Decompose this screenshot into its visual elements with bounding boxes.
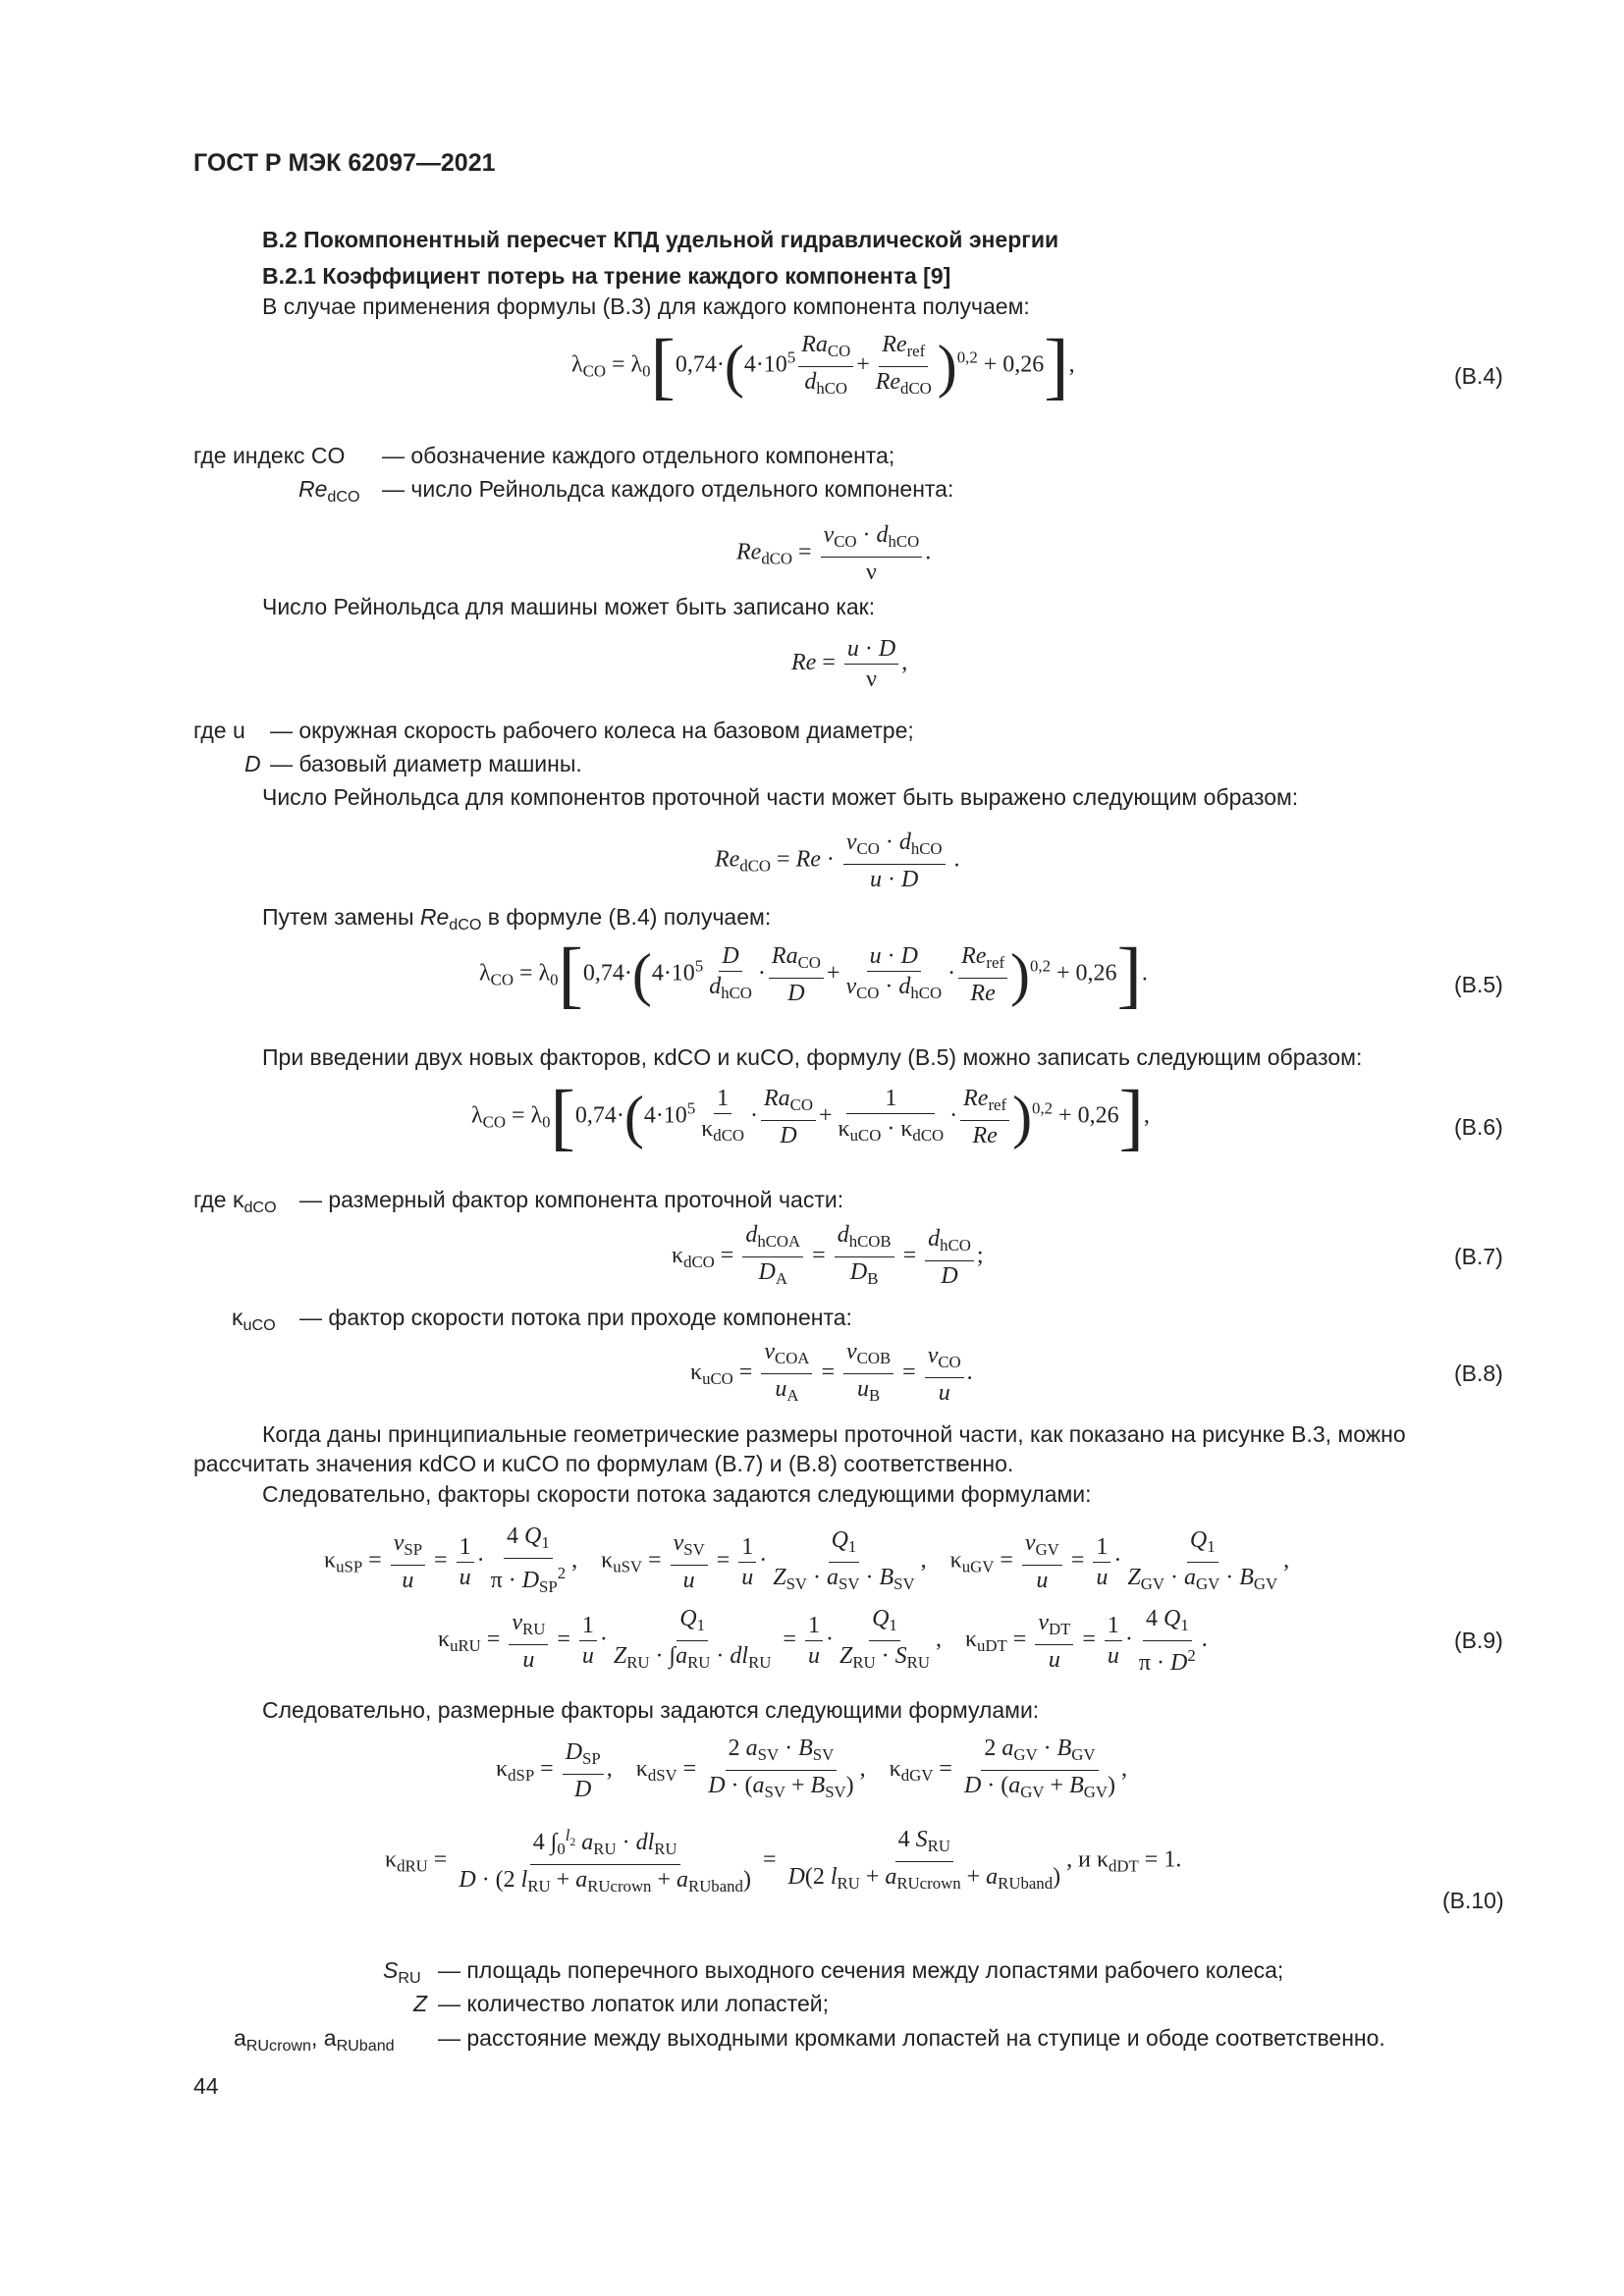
where-u-text: — окружная скорость рабочего колеса на базовом диаметре; bbox=[270, 718, 914, 743]
where-co-text: — обозначение каждого отдельного компонента; bbox=[382, 443, 895, 468]
formula-b10-line-1: $\kappa_{dSP}$ = $\frac{D_{SP}}{D}$ , $\kappa_{dSV}$ = $\frac{2 a_{SV} \cdot B_{SV}}{D \cdot (a_{SV} + B_{SV})}$ , $\kappa_{dGV}$ = $\frac{2 a_{GV} \cdot B_{GV}}{D \cdot (a_{GV} + B_{GV})}$ , bbox=[496, 1735, 1127, 1802]
formula-re-dco-machine: $Re_{dCO} = Re$ · $\frac{v_{CO} \cdot d_{hCO}}{u \cdot D}$ . bbox=[715, 829, 960, 892]
equation-number-b8: (В.8) bbox=[1454, 1361, 1503, 1386]
formula-b4: $\lambda_{CO} = \lambda_0[0,74\cdot(4\cdot 10^5$ $\frac{Ra_{CO}}{d_{hCO}}$ + $\frac{Re_{ref}}{Re_{dCO}}$ )$^{0,2}$ + 0,26], bbox=[571, 325, 1075, 407]
equation-number-b4: (В.4) bbox=[1454, 363, 1503, 389]
re-components-paragraph: Число Рейнольдса для компонентов проточной части может быть выражено следующим образом: bbox=[262, 784, 1299, 810]
formula-re: Re = $\frac{u \cdot D}{\nu}$ , bbox=[791, 636, 908, 692]
section-heading-b21: B.2.1 Коэффициент потерь на трение каждого компонента [9] bbox=[262, 263, 951, 289]
where-d-text: — базовый диаметр машины. bbox=[270, 751, 582, 776]
equation-number-b9: (В.9) bbox=[1454, 1628, 1503, 1653]
where-d-label: D bbox=[244, 751, 261, 776]
formula-b5: $\lambda_{CO} = \lambda_0[0,74\cdot(4\cdot 10^5$ $\frac{D}{d_{hCO}}$ · $\frac{Ra_{CO}}{D}$ + $\frac{u \cdot D}{v_{CO} \cdot d_{hCO}}$ · $\frac{Re_{ref}}{Re}$ )$^{0,2}$ + 0,26]. bbox=[479, 934, 1148, 1016]
size-factors-paragraph: Следовательно, размерные факторы задаются следующими формулами: bbox=[262, 1697, 1040, 1723]
formula-re-dco: $Re_{dCO}$ = $\frac{v_{CO} \cdot d_{hCO}}{\nu}$ . bbox=[736, 522, 932, 585]
replace-paragraph: Путем замены $Re_{dCO}$ в формуле (В.4) получаем: bbox=[262, 904, 772, 934]
equation-number-b7: (В.7) bbox=[1454, 1244, 1503, 1269]
page-number: 44 bbox=[193, 2073, 219, 2099]
legend-sru-symbol: $S_{RU}$ bbox=[383, 1957, 421, 1987]
formula-b10-line-2: $\kappa_{dRU}$ = $\frac{4 \int_0^{l_2} a_{RU} \cdot dl_{RU}}{D \cdot (2 l_{RU} + a_{RUcrown} + a_{RUband})}$ = $\frac{4 S_{RU}}{D(2 l_{RU} + a_{RUcrown} + a_{RUband})}$ , и $\kappa_{dDT} = 1$. bbox=[385, 1821, 1181, 1901]
formula-b7: $\kappa_{dCO}$ = $\frac{d_{hCOA}}{D_A}$ = $\frac{d_{hCOB}}{D_B}$ = $\frac{d_{hCO}}{D}$ ; bbox=[672, 1222, 984, 1289]
where-re-symbol: $Re_{dCO}$ bbox=[298, 476, 360, 506]
equation-number-b6: (В.6) bbox=[1454, 1114, 1503, 1140]
where-ku-label: $\kappa_{uCO}$ bbox=[232, 1305, 276, 1334]
equation-number-b10: (В.10) bbox=[1442, 1888, 1504, 1913]
given-dims-line-1: Когда даны принципиальные геометрические размеры проточной части, как показано на рисунке В.3, можно bbox=[262, 1421, 1406, 1447]
formula-b9-line-1: $\kappa_{uSP}$ = $\frac{v_{SP}}{u}$ = $\frac{1}{u}$ · $\frac{4 Q_1}{\pi \cdot D_{SP}^2}$ , $\kappa_{uSV}$ = $\frac{v_{SV}}{u}$ = $\frac{1}{u}$ · $\frac{Q_1}{Z_{SV} \cdot a_{SV} \cdot B_{SV}}$ , $\kappa_{uGV}$ = $\frac{v_{GV}}{u}$ = $\frac{1}{u}$ · $\frac{Q_1}{Z_{GV} \cdot a_{GV} \cdot B_{GV}}$ , bbox=[324, 1523, 1290, 1596]
velocity-factors-paragraph: Следовательно, факторы скорости потока задаются следующими формулами: bbox=[262, 1481, 1092, 1507]
where-re-text: — число Рейнольдса каждого отдельного компонента: bbox=[382, 476, 954, 502]
legend-sru-text: — площадь поперечного выходного сечения между лопастями рабочего колеса; bbox=[438, 1957, 1284, 1983]
equation-number-b5: (В.5) bbox=[1454, 972, 1503, 997]
where-kd-label: где $\kappa_{dCO}$ bbox=[193, 1187, 277, 1216]
legend-z-symbol: Z bbox=[413, 1991, 428, 2016]
legend-a-text: — расстояние между выходными кромками лопастей на ступице и ободе соответственно. bbox=[438, 2025, 1385, 2051]
legend-a-symbol: $a_{RUcrown}$, $a_{RUband}$ bbox=[234, 2025, 395, 2055]
legend-z-text: — количество лопаток или лопастей; bbox=[438, 1991, 829, 2016]
re-machine-paragraph: Число Рейнольдса для машины может быть записано как: bbox=[262, 594, 876, 619]
formula-b8: $\kappa_{uCO}$ = $\frac{v_{COA}}{u_A}$ = $\frac{v_{COB}}{u_B}$ = $\frac{v_{CO}}{u}$ . bbox=[690, 1339, 973, 1406]
formula-b6: $\lambda_{CO} = \lambda_0[0,74\cdot(4\cdot 10^5$ $\frac{1}{\kappa_{dCO}}$ · $\frac{Ra_{CO}}{D}$ + $\frac{1}{\kappa_{uCO} \cdot \kappa_{dCO}}$ · $\frac{Re_{ref}}{Re}$ )$^{0,2}$ + 0,26], bbox=[471, 1076, 1150, 1158]
section-heading-b2: B.2 Покомпонентный пересчет КПД удельной гидравлической энергии bbox=[262, 227, 1059, 252]
where-u-label: где u bbox=[193, 718, 245, 743]
document-header: ГОСТ Р МЭК 62097—2021 bbox=[193, 149, 496, 177]
where-ku-text: — фактор скорости потока при проходе компонента: bbox=[299, 1305, 852, 1330]
intro-paragraph: В случае применения формулы (В.3) для каждого компонента получаем: bbox=[262, 294, 1030, 319]
two-factors-paragraph: При введении двух новых факторов, κdCO и κuCO, формулу (В.5) можно записать следующим образом: bbox=[262, 1044, 1363, 1070]
where-co-label: где индекс CO bbox=[193, 443, 346, 468]
given-dims-line-2: рассчитать значения κdCO и κuCO по формулам (В.7) и (В.8) соответственно. bbox=[193, 1451, 1014, 1476]
where-kd-text: — размерный фактор компонента проточной части: bbox=[299, 1187, 844, 1212]
formula-b9-line-2: $\kappa_{uRU}$ = $\frac{v_{RU}}{u}$ = $\frac{1}{u}$ · $\frac{Q_1}{Z_{RU} \cdot \int a_{RU} \cdot dl_{RU}}$ = $\frac{1}{u}$ · $\frac{Q_1}{Z_{RU} \cdot S_{RU}}$ , $\kappa_{uDT}$ = $\frac{v_{DT}}{u}$ = $\frac{1}{u}$ · $\frac{4 Q_1}{\pi \cdot D^2}$ . bbox=[438, 1606, 1208, 1676]
